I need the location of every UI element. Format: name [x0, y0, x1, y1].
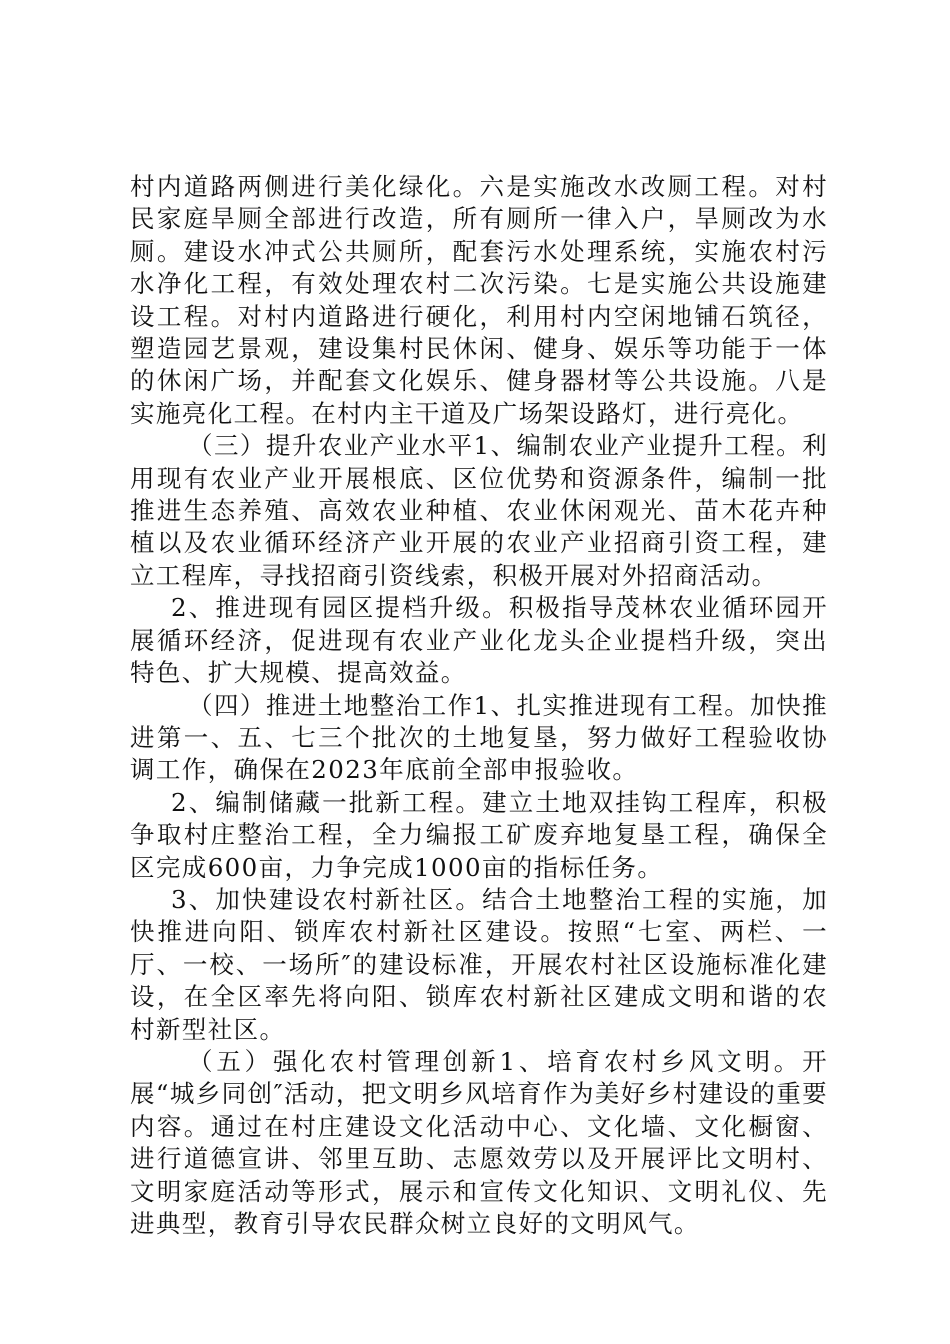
paragraph-continuation: 村内道路两侧进行美化绿化。六是实施改水改厕工程。对村民家庭旱厕全部进行改造，所有厕所一律入户，旱厕改为水厕。建设水冲式公共厕所，配套污水处理系统，实施农村污水净化工程，有效处理农村二次污染。七是实施公共设施建设工程。对村内道路进行硬化，利用村内空闲地铺石筑径，塑造园艺景观，建设集村民休闲、健身、娱乐等功能于一体的休闲广场，并配套文化娱乐、健身器材等公共设施。八是实施亮化工程。在村内主干道及广场架设路灯，进行亮化。 — [130, 172, 828, 428]
paragraph-item-2-projects: 2、编制储藏一批新工程。建立土地双挂钩工程库，积极争取村庄整治工程，全力编报工矿废弃地复垦工程，确保全区完成600亩，力争完成1000亩的指标任务。 — [130, 787, 828, 882]
paragraph-section-3: （三）提升农业产业水平1、编制农业产业提升工程。利用现有农业产业开展根底、区位优势和资源条件，编制一批推进生态养殖、高效农业种植、农业休闲观光、苗木花卉种植以及农业循环经济产业开展的农业产业招商引资工程，建立工程库，寻找招商引资线索，积极开展对外招商活动。 — [130, 431, 828, 590]
paragraph-item-2-park: 2、推进现有园区提档升级。积极指导茂林农业循环园开展循环经济，促进现有农业产业化龙头企业提档升级，突出特色、扩大规模、提高效益。 — [130, 593, 828, 688]
document-body — [130, 171, 828, 1240]
paragraph-section-5: （五）强化农村管理创新1、培育农村乡风文明。开展“城乡同创″活动，把文明乡风培育作为美好乡村建设的重要内容。通过在村庄建设文化活动中心、文化墙、文化橱窗、进行道德宣讲、邻里互助、志愿效劳以及开展评比文明村、文明家庭活动等形式，展示和宣传文化知识、文明礼仪、先进典型，教育引导农民群众树立良好的文明风气。 — [130, 1046, 828, 1238]
paragraph-item-3-community: 3、加快建设农村新社区。结合土地整治工程的实施，加快推进向阳、锁库农村新社区建设。按照“七室、两栏、一厅、一校、一场所″的建设标准，开展农村社区设施标准化建设，在全区率先将向阳、锁库农村新社区建成文明和谐的农村新型社区。 — [130, 884, 828, 1044]
paragraph-section-4: （四）推进土地整治工作1、扎实推进现有工程。加快推进第一、五、七三个批次的土地复垦，努力做好工程验收协调工作，确保在2023年底前全部申报验收。 — [130, 690, 828, 785]
